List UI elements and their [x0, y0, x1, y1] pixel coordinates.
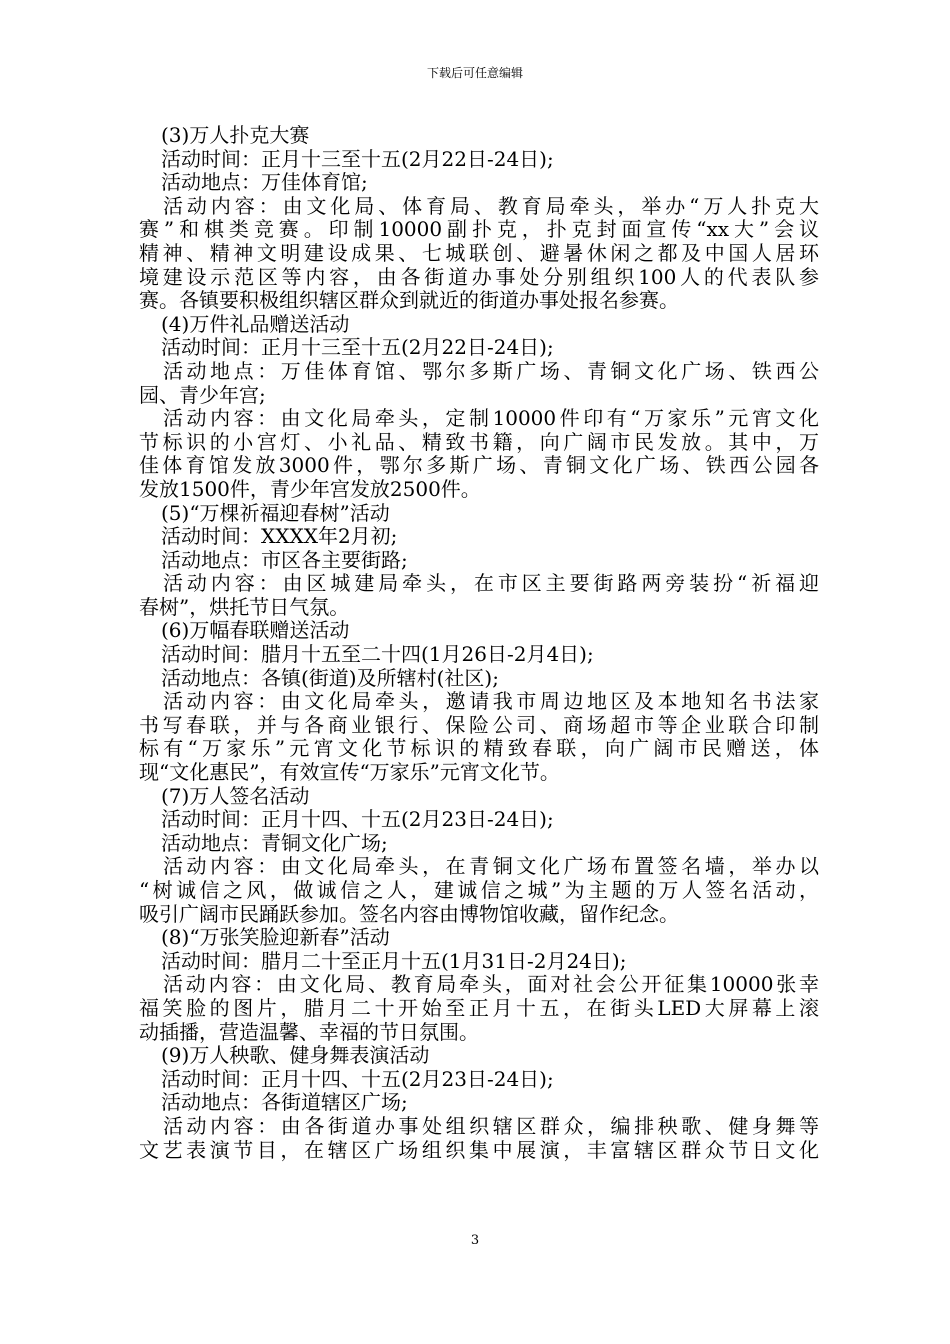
body-text-line: 赛”和棋类竞赛。印制10000副扑克，扑克封面宣传“xx大”会议	[139, 218, 819, 242]
body-text-line: 活动内容：由各街道办事处组织辖区群众，编排秧歌、健身舞等	[163, 1114, 819, 1138]
body-text-line: 活动内容：由文化局、体育局、教育局牵头，举办“万人扑克大	[163, 194, 819, 218]
body-text-line: (6)万幅春联赠送活动	[161, 619, 350, 643]
body-text-line: 发放1500件，青少年宫发放2500件。	[139, 477, 481, 501]
body-text-line: 活动时间：正月十四、十五(2月23日-24日);	[161, 808, 554, 832]
body-text-line: 活动地点：市区各主要街路;	[161, 548, 408, 572]
page-header: 下载后可任意编辑	[426, 66, 523, 80]
body-text-line: 活动内容：由文化局、教育局牵头，面对社会公开征集10000张幸	[163, 973, 819, 997]
document-body	[139, 124, 819, 1162]
body-text-line: 春树”，烘托节日气氛。	[139, 595, 350, 619]
body-text-line: 文艺表演节目，在辖区广场组织集中展演，丰富辖区群众节日文化	[139, 1138, 819, 1162]
body-text-line: 活动地点：各镇(街道)及所辖村(社区);	[161, 666, 499, 690]
body-text-line: 境建设示范区等内容，由各街道办事处分别组织100人的代表队参	[139, 265, 819, 289]
body-text-line: (7)万人签名活动	[161, 784, 310, 808]
body-text-line: 吸引广阔市民踊跃参加。签名内容由博物馆收藏，留作纪念。	[139, 902, 679, 926]
body-text-line: 精神、精神文明建设成果、七城联创、避暑休闲之都及中国人居环	[139, 241, 819, 265]
body-text-line: (5)“万棵祈福迎春树”活动	[161, 501, 390, 525]
body-text-line: 动插播，营造温馨、幸福的节日氛围。	[139, 1020, 479, 1044]
body-text-line: 节标识的小宫灯、小礼品、精致书籍，向广阔市民发放。其中，万	[139, 430, 819, 454]
body-text-line: 现“文化惠民”，有效宣传“万家乐”元宵文化节。	[139, 761, 560, 785]
body-text-line: 活动地点：万佳体育馆;	[161, 171, 368, 195]
body-text-line: 活动内容：由文化局牵头，定制10000件印有“万家乐”元宵文化	[163, 407, 819, 431]
body-text-line: 活动内容：由文化局牵头，在青铜文化广场布置签名墙，举办以	[163, 855, 819, 879]
body-text-line: “树诚信之风，做诚信之人，建诚信之城”为主题的万人签名活动，	[139, 879, 819, 902]
body-text-line: 园、青少年宫;	[139, 383, 266, 407]
body-text-line: (3)万人扑克大赛	[161, 124, 310, 147]
body-text-line: 活动地点：青铜文化广场;	[161, 831, 388, 855]
body-text-line: 活动时间：正月十四、十五(2月23日-24日);	[161, 1067, 554, 1091]
body-text-line: 活动时间：正月十三至十五(2月22日-24日);	[161, 147, 554, 171]
body-text-line: 佳体育馆发放3000件，鄂尔多斯广场、青铜文化广场、铁西公园各	[139, 454, 819, 478]
body-text-line: 活动时间：XXXX年2月初;	[161, 525, 398, 549]
body-text-line: 赛。各镇要积极组织辖区群众到就近的街道办事处报名参赛。	[139, 289, 679, 313]
body-text-line: 活动时间：腊月二十至正月十五(1月31日-2月24日);	[161, 949, 627, 973]
body-text-line: 福笑脸的图片，腊月二十开始至正月十五，在街头LED大屏幕上滚	[139, 996, 819, 1020]
body-text-line: 活动地点：万佳体育馆、鄂尔多斯广场、青铜文化广场、铁西公	[163, 359, 819, 383]
body-text-line: 标有“万家乐”元宵文化节标识的精致春联，向广阔市民赠送，体	[139, 737, 819, 761]
body-text-line: 活动内容：由文化局牵头，邀请我市周边地区及本地知名书法家	[163, 690, 819, 714]
page-number: 3	[470, 1233, 480, 1248]
body-text-line: 活动内容：由区城建局牵头，在市区主要街路两旁装扮“祈福迎	[163, 572, 819, 596]
body-text-line: 书写春联，并与各商业银行、保险公司、商场超市等企业联合印制	[139, 713, 819, 737]
body-text-line: 活动时间：腊月十五至二十四(1月26日-2月4日);	[161, 643, 594, 667]
body-text-line: (4)万件礼品赠送活动	[161, 312, 350, 336]
body-text-line: 活动地点：各街道辖区广场;	[161, 1091, 408, 1115]
body-text-line: (9)万人秧歌、健身舞表演活动	[161, 1044, 430, 1068]
body-text-line: 活动时间：正月十三至十五(2月22日-24日);	[161, 336, 554, 360]
body-text-line: (8)“万张笑脸迎新春”活动	[161, 926, 390, 950]
